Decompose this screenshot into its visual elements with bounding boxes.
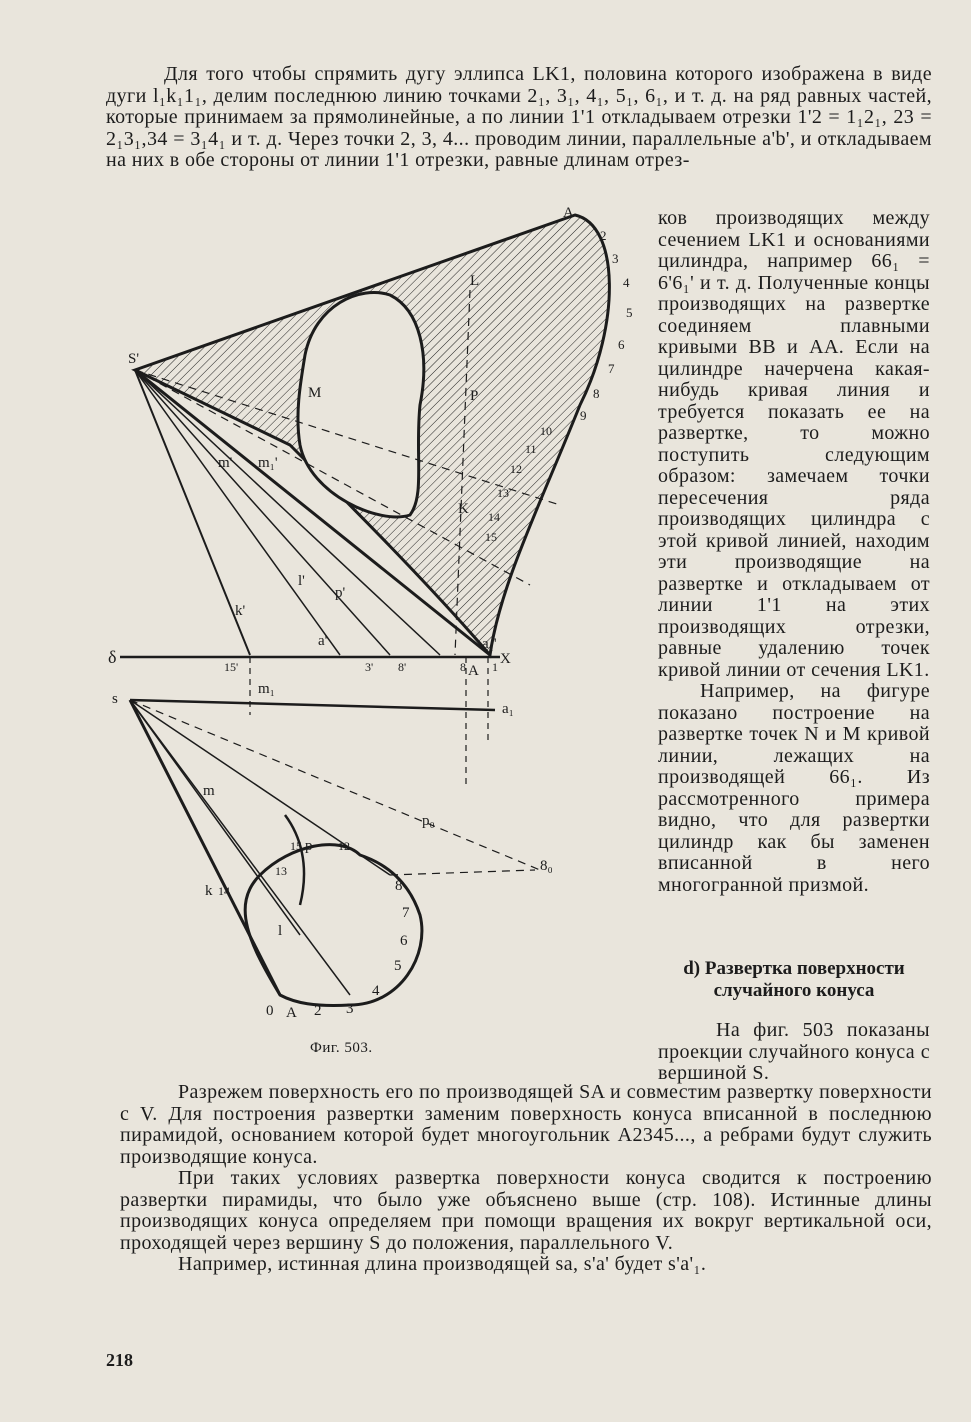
label-a1: a₁ [502, 701, 514, 717]
lower-top-line [130, 700, 495, 710]
label-e14: 14 [488, 510, 500, 524]
label-1-base: 1 [492, 660, 498, 674]
label-b12: 12 [338, 839, 350, 853]
label-x: X [500, 651, 511, 667]
label-e5: 5 [626, 305, 633, 320]
label-k-prime: k' [235, 603, 246, 619]
label-e4: 4 [623, 275, 630, 290]
label-15-prime: 15' [224, 660, 239, 674]
label-b5: 5 [394, 958, 402, 974]
lower-inner-curve [285, 815, 304, 905]
label-b14: 14 [218, 884, 230, 898]
label-8-prime: 8' [398, 660, 407, 674]
top-paragraph-text: Для того чтобы спрямить дугу эллипса LK1, половина которого изображена в виде дуги l₁k₁1₁, делим последнюю линию точками 2₁, 3₁, 4₁, 5₁, 6₁, и т. д. на ряд равных частей, которые принимаем за прямолинейные, а по линии 1'1 откладываем отрезки 1'2 = 1₁2₁, 23 = 2₁3₁,34 = 3₁4₁ и т. д. Через точки 2, 3, 4... проводим линии, параллельные a'b', и откладываем на них в обе стороны от линии 1'1 отрезки, равные длинам отрез- [106, 63, 932, 171]
label-b0: 0 [266, 1003, 274, 1019]
label-s: s [112, 691, 118, 707]
label-p: p [305, 838, 313, 854]
bottom-paragraph-2: При таких условиях развертка поверхности конуса сводится к построению развертки пирамиды, что было уже объяснено выше (стр. 108). Истинные длины производящих конуса определяем при помощи вращения их вокруг вертикальной оси, проходящей через вершину S до положения, параллельного V. [120, 1167, 932, 1254]
label-3-prime: 3' [365, 660, 374, 674]
label-b6: 6 [400, 933, 408, 949]
side-paragraph-2: Например, на фигуре показано построение на развертке точек N и M кривой линии, лежащих на производящей 66₁. Из рассмотренного примера видно, что для развертки цилиндр как бы заменен вписанной в него многогранной призмой. [658, 680, 930, 896]
label-k-upper: K [458, 501, 469, 517]
label-m1-prime: m₁' [258, 455, 278, 471]
label-e7: 7 [608, 361, 615, 376]
label-l-lower: l [278, 923, 283, 939]
upper-curve-loop [298, 293, 424, 517]
label-m-prime: m' [218, 455, 233, 471]
side-paragraph-3: На фиг. 503 показаны проекции случайного конуса с вершиной S. [658, 1019, 930, 1084]
label-p-prime: p' [335, 585, 346, 601]
lower-generatrix-2 [130, 700, 350, 995]
label-a-mid: A [468, 663, 479, 679]
side-column-text-lower [658, 1020, 930, 1085]
upper-projection [120, 215, 609, 785]
label-a-top: A [563, 205, 574, 221]
label-b7: 7 [402, 905, 410, 921]
label-m-upper: M [308, 385, 322, 401]
label-m1: m₁ [258, 681, 275, 697]
label-e6: 6 [618, 337, 625, 352]
figure-503 [100, 205, 650, 1035]
label-p-upper: P [470, 388, 479, 404]
figure-caption: Фиг. 503. [310, 1040, 373, 1056]
label-s-prime: S' [128, 351, 140, 367]
label-l: L [470, 273, 480, 289]
label-b4: 4 [372, 983, 380, 999]
label-e13: 13 [497, 486, 509, 500]
lower-base-curve [245, 845, 422, 1006]
top-paragraph [106, 64, 932, 172]
page-number: 218 [106, 1350, 133, 1370]
label-b15: 15 [290, 839, 302, 853]
label-b13: 13 [275, 864, 287, 878]
bottom-text [120, 1082, 932, 1276]
label-e15: 15 [485, 530, 497, 544]
section-title: d) Развертка поверхности случайного конуса [683, 958, 905, 1001]
lower-generatrix-1 [130, 700, 390, 875]
side-column-text [658, 208, 930, 896]
label-b80: 8₀ [540, 858, 553, 874]
label-e9: 9 [580, 408, 587, 423]
label-a1-prime: a₁' [482, 636, 497, 652]
lower-generatrix-3 [130, 700, 300, 935]
lower-dashed-2 [390, 870, 535, 875]
label-b2: 2 [314, 1003, 322, 1019]
label-e11: 11 [525, 442, 537, 456]
label-m: m [203, 783, 215, 799]
label-e2: 2 [600, 228, 607, 243]
side-paragraph-1: ков производящих между сечением LK1 и основаниями цилиндра, например 66₁ = 6'6₁' и т. д. Полученные концы производящих на развертке соединяем плавными кривыми BB и AA. Если на цилиндре начерчена какая-нибудь кривая линия и требуется показать ее на развертке, то можно поступить следующим образом: замечаем точки пересечения ряда производящих цилиндра с этой кривой линией, находим эти производящие на развертке и откладываем от линии 1'1 на этих производящих отрезки, равные удалению точек кривой линии от сечения LK1. [658, 207, 930, 681]
label-e10: 10 [540, 424, 552, 438]
label-a-prime: a' [318, 633, 328, 649]
label-8-base: 8 [460, 660, 466, 674]
bottom-paragraph-3: Например, истинная длина производящей sa, s'a' будет s'a'₁. [178, 1253, 707, 1275]
label-e3: 3 [612, 251, 619, 266]
label-e8: 8 [593, 386, 600, 401]
lower-projection [130, 700, 540, 1006]
label-b3: 3 [346, 1001, 354, 1017]
label-l-prime: l' [298, 573, 305, 589]
label-delta: δ [108, 647, 117, 667]
label-e12: 12 [510, 462, 522, 476]
label-k: k [205, 883, 213, 899]
label-p0: p₀ [422, 813, 435, 829]
label-b8: 8 [395, 878, 403, 894]
bottom-paragraph-1: Разрежем поверхность его по производящей SA и совместим развертку поверхности с V. Для построения развертки заменим поверхность конуса вписанной в последнюю пирамидой, основанием которой будет многоугольник A2345..., а ребрами будут служить производящие конуса. [120, 1081, 932, 1168]
label-bA: A [286, 1005, 297, 1021]
